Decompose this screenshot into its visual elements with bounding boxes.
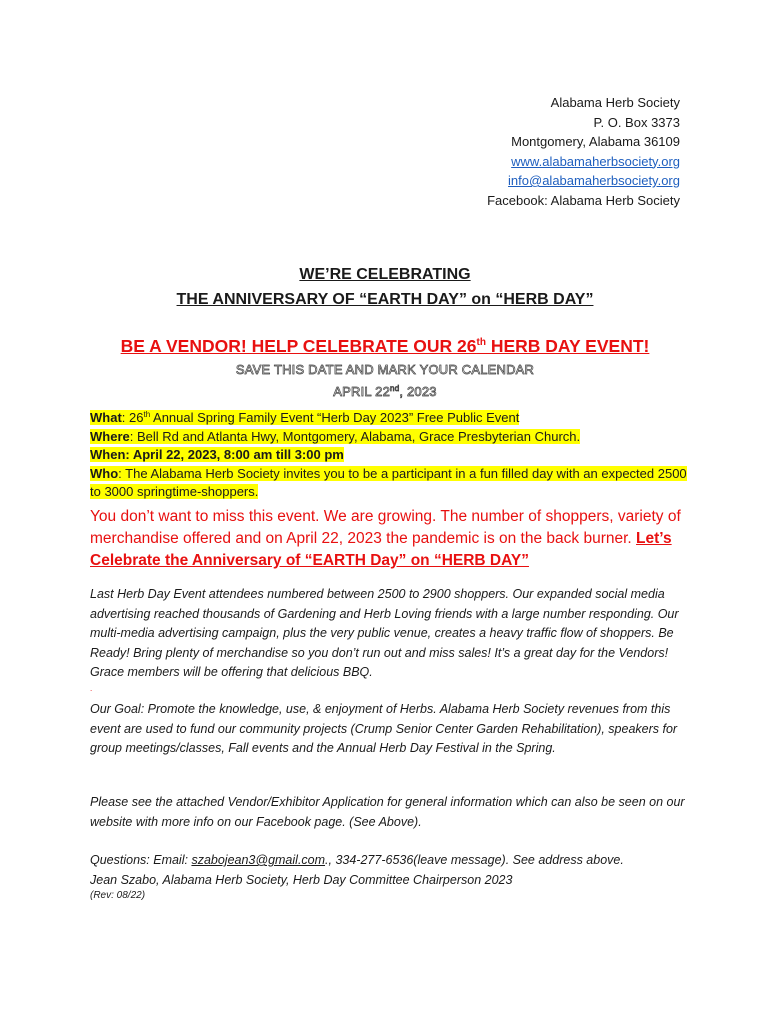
questions-paragraph <box>90 851 690 890</box>
when-line <box>90 446 690 465</box>
what-text: : 26 <box>121 410 144 425</box>
where-text: : Bell Rd and Atlanta Hwy, Montgomery, Alabama, Grace Presbyterian Church. <box>129 428 581 444</box>
event-date <box>0 384 770 399</box>
what-label: What <box>90 410 122 425</box>
red-dot: . <box>90 684 93 693</box>
event-date-year: , 2023 <box>399 384 437 399</box>
po-box: P. O. Box 3373 <box>593 114 680 130</box>
facebook-line: Facebook: Alabama Herb Society <box>487 192 680 208</box>
signature-line: Jean Szabo, Alabama Herb Society, Herb Day Committee Chairperson 2023 <box>90 872 513 887</box>
what-ordinal: th <box>143 410 151 419</box>
goal-paragraph: Our Goal: Promote the knowledge, use, & enjoyment of Herbs. Alabama Herb Society revenues from this event are used to fund our community projects (Crump Senior Center Garden Rehabilitation), speakers for group meetings/classes, Fall events and the Annual Herb Day Festival in the Spring. <box>90 702 678 755</box>
vendor-callout-tail: HERB DAY EVENT! <box>485 336 650 356</box>
vendor-callout-text: BE A VENDOR! HELP CELEBRATE OUR 26 <box>120 336 477 356</box>
questions-label: Questions: Email: <box>90 853 192 867</box>
application-paragraph: Please see the attached Vendor/Exhibitor Application for general information which can also be seen on our website with more info on our Facebook page. (See Above). <box>90 795 685 829</box>
red-promo-emphasis: Let’s Celebrate the Anniversary of “EARTH Day” on “HERB DAY” <box>90 530 672 569</box>
event-date-ordinal: nd <box>390 384 400 393</box>
who-text: : The Alabama Herb Society invites you to be a participant in a fun filled day with an expected 2500 to 3000 springtime-shoppers. <box>90 465 687 500</box>
who-line <box>90 465 690 502</box>
org-name: Alabama Herb Society <box>550 95 680 110</box>
heading-celebrating: WE’RE CELEBRATING <box>299 266 471 283</box>
red-promo-paragraph <box>90 506 690 572</box>
website-link[interactable]: www.alabamaherbsociety.org <box>511 153 680 169</box>
where-line <box>90 428 690 447</box>
city-state-zip: Montgomery, Alabama 36109 <box>511 134 680 149</box>
questions-line <box>90 851 690 871</box>
vendor-callout <box>0 336 770 357</box>
where-label: Where <box>90 428 130 444</box>
what-line <box>90 406 690 428</box>
heading-anniversary: THE ANNIVERSARY OF “EARTH DAY” on “HERB DAY” <box>176 291 594 308</box>
contact-email-link[interactable]: szabojean3@gmail.com <box>191 853 326 867</box>
vendor-ordinal: th <box>476 337 486 348</box>
who-label: Who <box>90 465 119 481</box>
questions-phone: ., 334-277-6536(leave message). See address above. <box>325 853 624 867</box>
revision-note: (Rev: 08/22) <box>90 890 146 901</box>
email-link[interactable]: info@alabamaherbsociety.org <box>508 173 680 188</box>
when-text: When: April 22, 2023, 8:00 am till 3:00 pm <box>90 447 344 463</box>
event-info <box>90 406 690 502</box>
address-block <box>487 93 680 210</box>
red-promo-text: You don’t want to miss this event. We are growing. The number of shoppers, variety of merchandise offered and on April 22, 2023 the pandemic is on the back burner. <box>90 508 681 547</box>
what-text-tail: Annual Spring Family Event “Herb Day 2023” Free Public Event <box>150 410 520 425</box>
save-the-date: SAVE THIS DATE AND MARK YOUR CALENDAR <box>235 362 535 377</box>
attendance-paragraph: Last Herb Day Event attendees numbered between 2500 to 2900 shoppers. Our expanded social media advertising reached thousands of Gardening and Herb Loving friends with a large number responding. Our multi-media advertising campaign, plus the very public venue, creates a heavy traffic flow of shoppers. Be Ready! Bring plenty of merchandise so you don’t run out and miss sales! It’s a great day for the Vendors! Grace members will be offering that delicious BBQ. <box>90 587 679 679</box>
event-date-text: APRIL 22 <box>333 384 391 399</box>
